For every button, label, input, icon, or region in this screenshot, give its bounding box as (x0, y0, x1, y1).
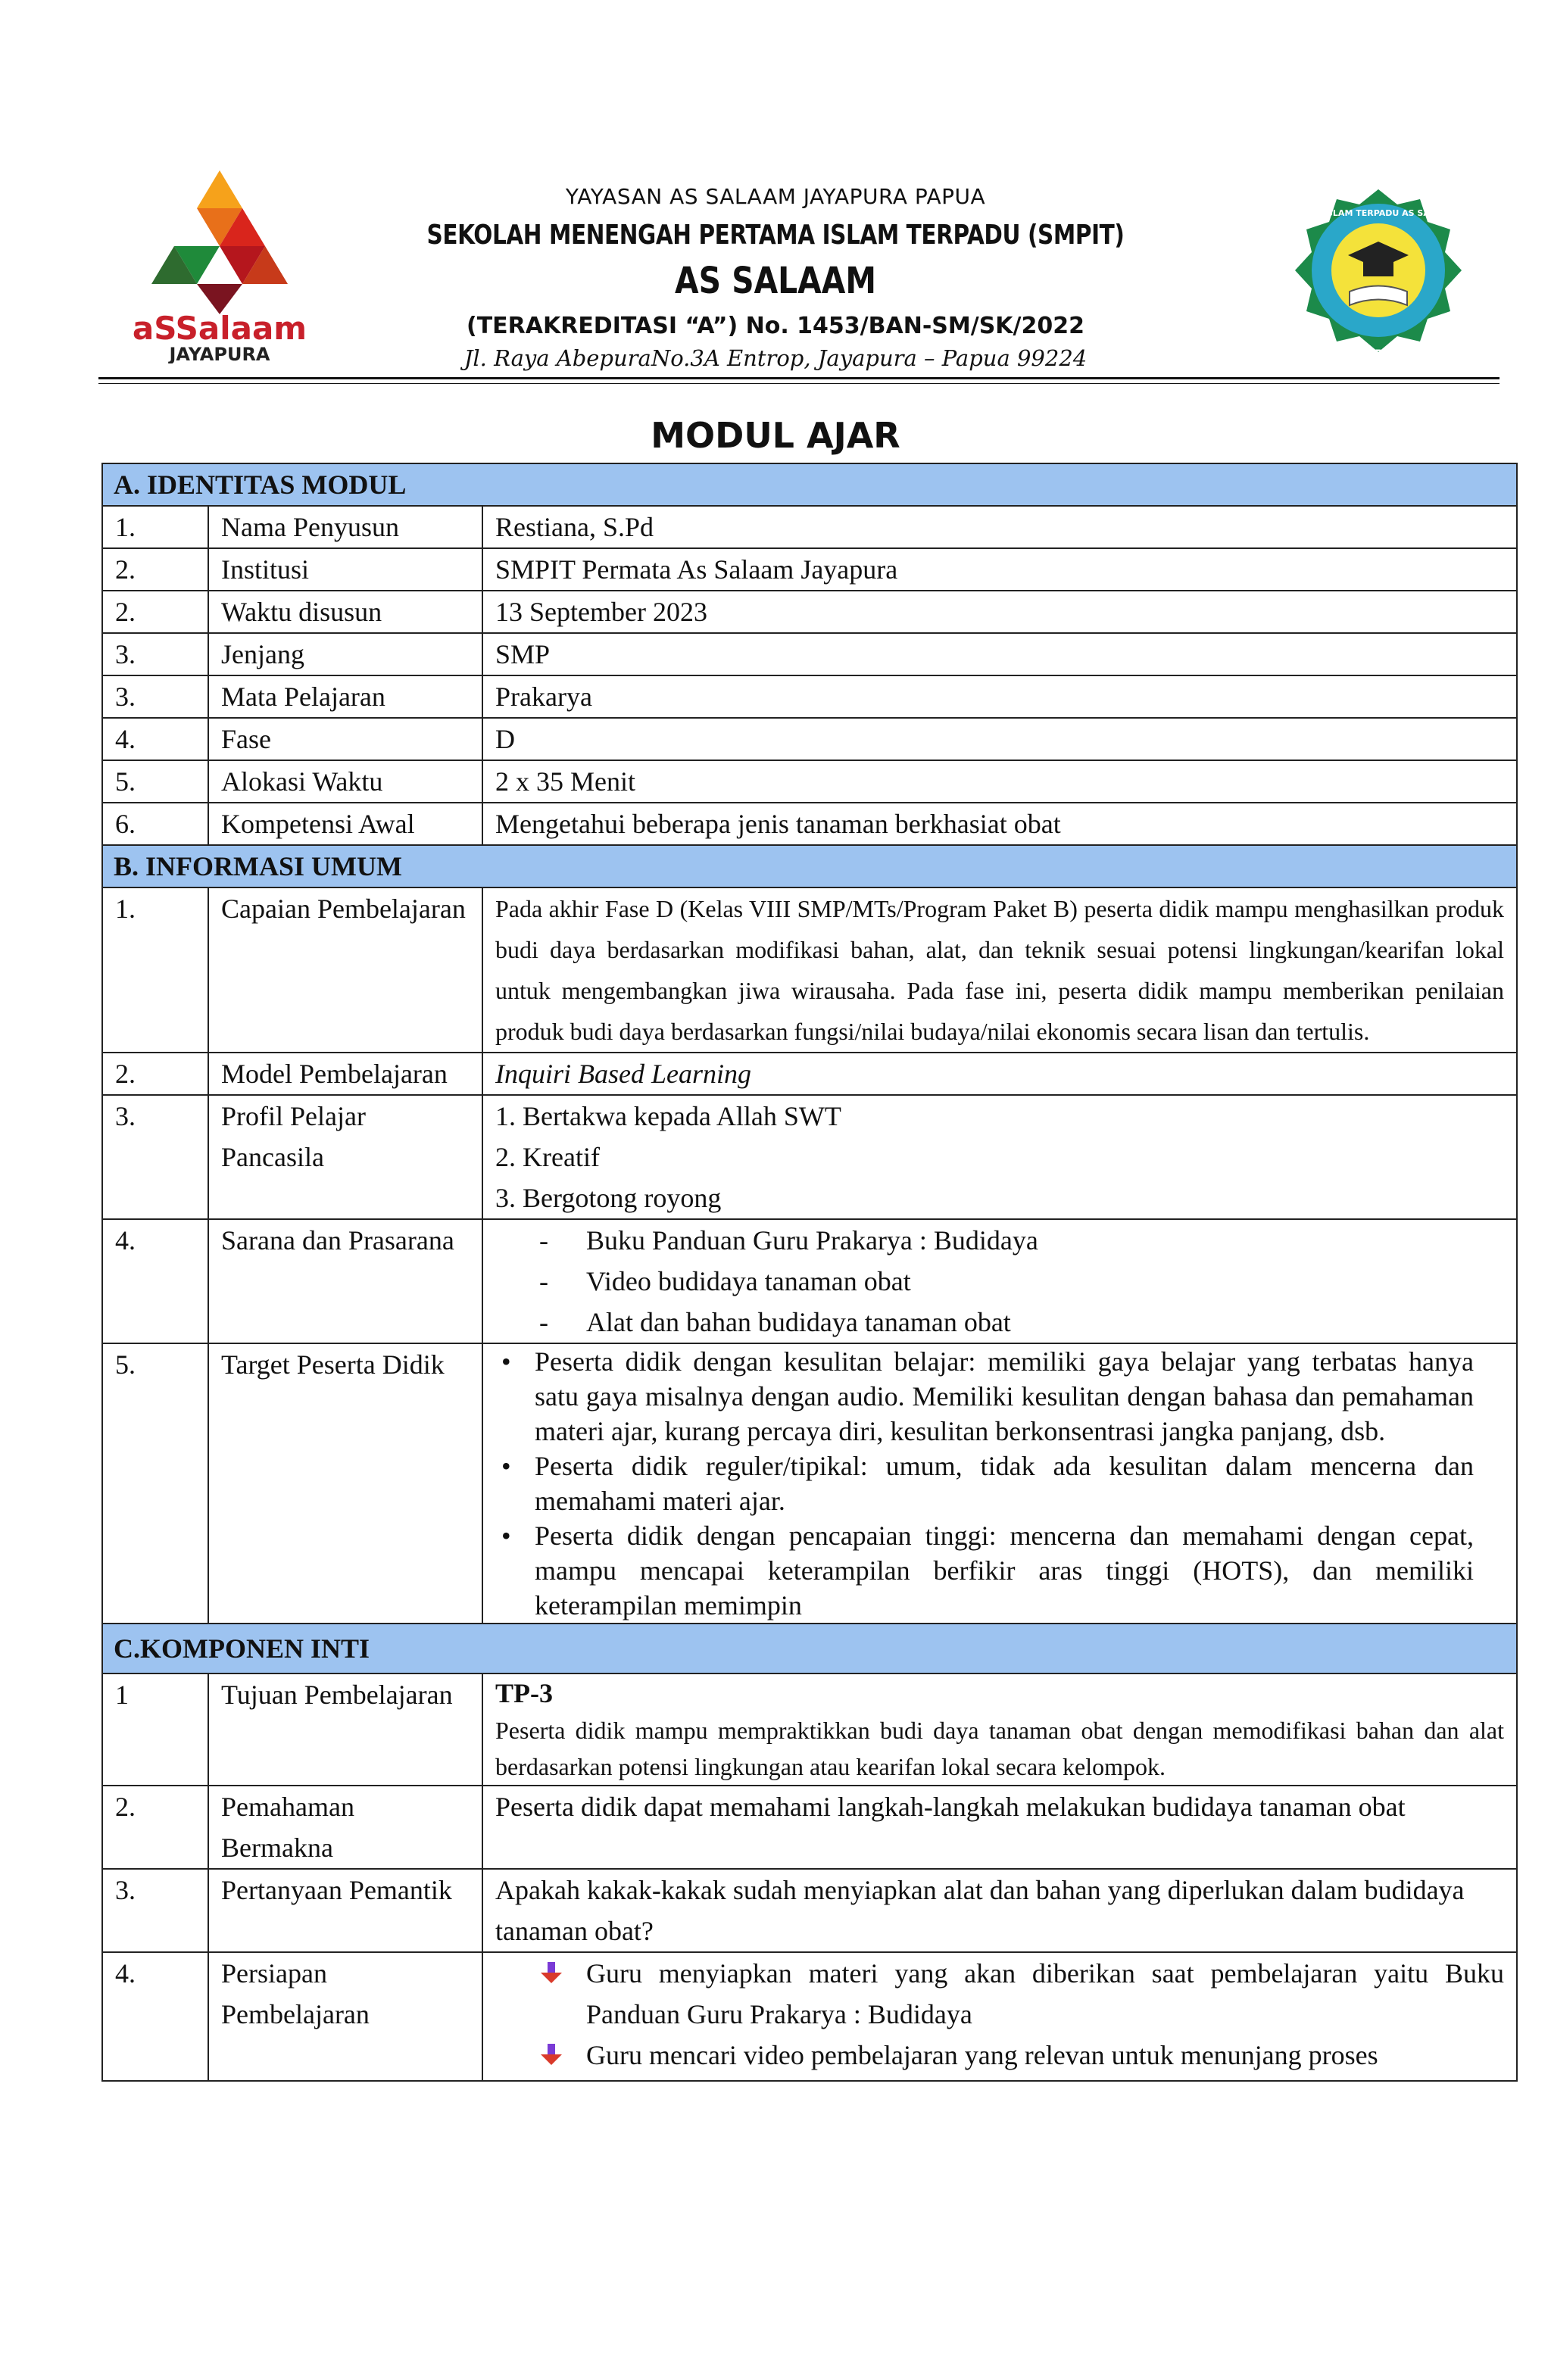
row-label: Alokasi Waktu (208, 760, 482, 803)
capaian-text: Pada akhir Fase D (Kelas VIII SMP/MTs/Program Paket B) peserta didik mampu menghasilkan produk budi daya berdasarkan modifikasi bahan, alat, dan teknik sesuai potensi lingkungan/kearifan lokal untuk mengembangkan jiwa wirausaha. Pada fase ini, peserta didik mampu memberikan penilaian produk budi daya berdasarkan fungsi/nilai budaya/nilai ekonomis secara lisan dan tertulis. (482, 887, 1517, 1053)
row-number: 3. (102, 1869, 208, 1952)
pertanyaan-text: Apakah kakak-kakak sudah menyiapkan alat dan bahan yang diperlukan dalam budidaya tanaman obat? (482, 1869, 1517, 1952)
arrow-bullet-icon (539, 2042, 563, 2067)
list-item: - Video budidaya tanaman obat (495, 1261, 1504, 1302)
table-row (102, 803, 1517, 845)
section-b-title: B. INFORMASI UMUM (102, 845, 1517, 887)
row-number: 1 (102, 1673, 208, 1786)
list-item: • Peserta didik dengan pencapaian tinggi: mencerna dan memahami dengan cepat, mampu mencapai keterampilan berfikir aras tinggi (HOTS), dan memiliki keterampilan memimpin (495, 1518, 1474, 1623)
row-label: Tujuan Pembelajaran (208, 1673, 482, 1786)
foundation-name: YAYASAN AS SALAAM JAYAPURA PAPUA (565, 184, 986, 209)
table-row (102, 1869, 1517, 1952)
school-address: Jl. Raya AbepuraNo.3A Entrop, Jayapura – Papua 99224 (463, 345, 1088, 371)
accreditation-line: (TERAKREDITASI “A”) No. 1453/BAN-SM/SK/2022 (466, 313, 1085, 339)
header-rule-thin (98, 383, 1500, 384)
table-row (102, 591, 1517, 633)
row-label: Nama Penyusun (208, 506, 482, 548)
row-number: 1. (102, 506, 208, 548)
list-item: 2. Kreatif (495, 1142, 600, 1172)
row-number: 3. (102, 1095, 208, 1219)
list-item (495, 1953, 1504, 2035)
row-label: Persiapan Pembelajaran (208, 1952, 482, 2081)
table-row (102, 506, 1517, 548)
row-value: SMP (482, 633, 1517, 675)
tp-code: TP-3 (495, 1678, 553, 1708)
row-number: 6. (102, 803, 208, 845)
table-row (102, 760, 1517, 803)
row-label: Kompetensi Awal (208, 803, 482, 845)
table-row (102, 1952, 1517, 2081)
row-value: Mengetahui beberapa jenis tanaman berkhasiat obat (482, 803, 1517, 845)
section-c-title: C.KOMPONEN INTI (102, 1624, 1517, 1673)
table-row (102, 1343, 1517, 1624)
table-row (102, 1786, 1517, 1869)
profil-list (482, 1095, 1517, 1219)
row-number: 3. (102, 675, 208, 718)
seal-top-text: SMP ISLAM TERPADU AS SALAAM (1300, 208, 1456, 218)
row-number: 2. (102, 548, 208, 591)
model-value: Inquiri Based Learning (482, 1053, 1517, 1095)
row-number: 5. (102, 760, 208, 803)
table-row (102, 1673, 1517, 1786)
school-short-name: AS SALAAM (675, 260, 876, 302)
row-label: Pertanyaan Pemantik (208, 1869, 482, 1952)
table-row (102, 887, 1517, 1053)
row-number: 2. (102, 591, 208, 633)
list-item: • Peserta didik reguler/tipikal: umum, tidak ada kesulitan dalam mencerna dan memahami materi ajar. (495, 1449, 1474, 1518)
section-c-header (102, 1624, 1517, 1673)
row-label: Sarana dan Prasarana (208, 1219, 482, 1343)
tujuan-text: Peserta didik mampu mempraktikkan budi daya tanaman obat dengan memodifikasi bahan dan alat berdasarkan potensi lingkungan atau kearifan lokal secara kelompok. (495, 1717, 1504, 1780)
tujuan-cell (482, 1673, 1517, 1786)
row-value: Restiana, S.Pd (482, 506, 1517, 548)
section-a-header (102, 463, 1517, 506)
table-row (102, 718, 1517, 760)
pemahaman-text: Peserta didik dapat memahami langkah-langkah melakukan budidaya tanaman obat (482, 1786, 1517, 1869)
document-title: MODUL AJAR (651, 415, 900, 456)
list-item: - Buku Panduan Guru Prakarya : Budidaya (495, 1220, 1504, 1261)
row-label: Fase (208, 718, 482, 760)
row-label: Target Peserta Didik (208, 1343, 482, 1624)
section-a-title: A. IDENTITAS MODUL (102, 463, 1517, 506)
seal-bottom-text: JAYAPURA (1344, 347, 1412, 361)
list-item: - Alat dan bahan budidaya tanaman obat (495, 1302, 1504, 1343)
list-item: 1. Bertakwa kepada Allah SWT (495, 1101, 841, 1131)
row-number: 1. (102, 887, 208, 1053)
target-list (482, 1343, 1517, 1624)
table-row (102, 1053, 1517, 1095)
table-row (102, 1219, 1517, 1343)
row-number: 4. (102, 718, 208, 760)
row-label: Institusi (208, 548, 482, 591)
row-number: 3. (102, 633, 208, 675)
persiapan-list (482, 1952, 1517, 2081)
list-item (495, 2035, 1504, 2076)
row-label: Jenjang (208, 633, 482, 675)
row-number: 4. (102, 1952, 208, 2081)
row-value: 13 September 2023 (482, 591, 1517, 633)
header-rule-thick (98, 377, 1500, 379)
list-item: • Peserta didik dengan kesulitan belajar: memiliki gaya belajar yang terbatas hanya satu gaya misalnya dengan audio. Memiliki kesulitan dengan bahasa dan pemahaman materi ajar, kurang percaya diri, kesulitan berkonsentrasi jangka panjang, dsb. (495, 1344, 1474, 1449)
table-row (102, 675, 1517, 718)
row-number: 5. (102, 1343, 208, 1624)
row-value: 2 x 35 Menit (482, 760, 1517, 803)
row-value: D (482, 718, 1517, 760)
row-value: Prakarya (482, 675, 1517, 718)
table-row (102, 633, 1517, 675)
row-label: Model Pembelajaran (208, 1053, 482, 1095)
row-label: Mata Pelajaran (208, 675, 482, 718)
row-label: Capaian Pembelajaran (208, 887, 482, 1053)
row-label: Waktu disusun (208, 591, 482, 633)
row-value: SMPIT Permata As Salaam Jayapura (482, 548, 1517, 591)
table-row (102, 1095, 1517, 1219)
section-b-header (102, 845, 1517, 887)
arrow-bullet-icon (539, 1960, 563, 1985)
list-item: 3. Bergotong royong (495, 1183, 722, 1213)
list-item-text: Guru mencari video pembelajaran yang relevan untuk menunjang proses (586, 2040, 1378, 2070)
logo-wordmark: aSSalaam (132, 310, 307, 347)
row-label: Profil Pelajar Pancasila (208, 1095, 482, 1219)
module-table (101, 463, 1518, 2082)
sarana-list (482, 1219, 1517, 1343)
list-item-text: Guru menyiapkan materi yang akan diberikan saat pembelajaran yaitu Buku Panduan Guru Prakarya : Budidaya (586, 1958, 1504, 2029)
row-number: 2. (102, 1786, 208, 1869)
logo-subtitle: JAYAPURA (169, 344, 270, 363)
table-row (102, 548, 1517, 591)
school-name: SEKOLAH MENENGAH PERTAMA ISLAM TERPADU (SMPIT) (426, 220, 1125, 251)
row-number: 4. (102, 1219, 208, 1343)
row-number: 2. (102, 1053, 208, 1095)
row-label: Pemahaman Bermakna (208, 1786, 482, 1869)
